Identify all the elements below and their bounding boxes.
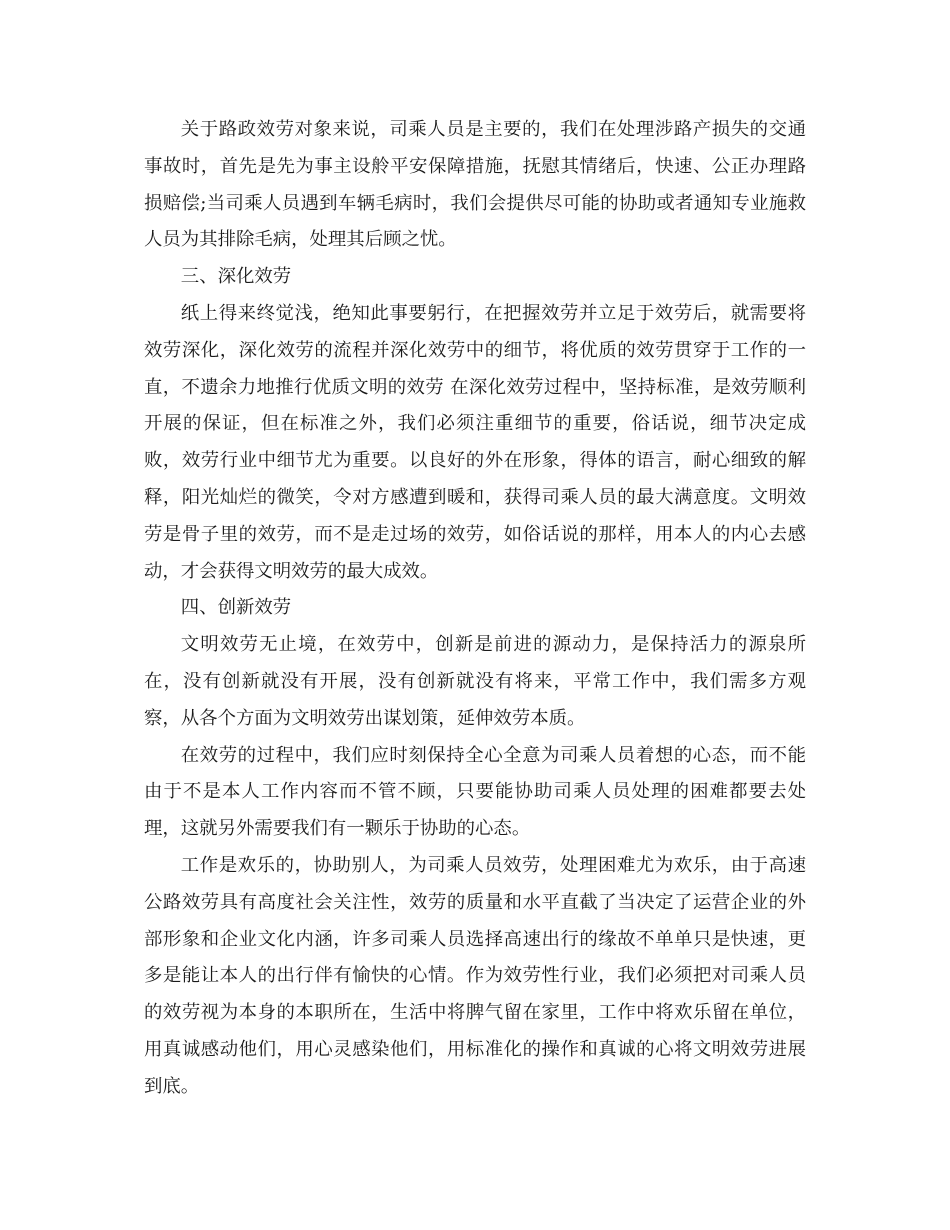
paragraph-attitude: 在效劳的过程中，我们应时刻保持全心全意为司乘人员着想的心态，而不能由于不是本人工作内容而不管不顾，只要能协助司乘人员处理的困难都要去处理，这就另外需要我们有一颗乐于协助的心态。 — [144, 744, 806, 840]
paragraph-happy-work: 工作是欢乐的，协助别人，为司乘人员效劳，处理困难尤为欢乐，由于高速公路效劳具有高度社会关注性，效劳的质量和水平直截了当决定了运营企业的外部形象和企业文化内涵，许多司乘人员选择高速出行的缘故不单单只是快速，更多是能让本人的出行伴有愉快的心情。作为效劳性行业，我们必须把对司乘人员的效劳视为本身的本职所在，生活中将脾气留在家里，工作中将欢乐留在单位，用真诚感动他们，用心灵感染他们，用标准化的操作和真诚的心将文明效劳进展到底。 — [144, 854, 806, 1097]
section-heading-innovate-service: 四、创新效劳 — [180, 597, 292, 619]
document-page — [144, 112, 806, 1106]
section-heading-deepen-service: 三、深化效劳 — [180, 266, 292, 288]
paragraph-road-service: 关于路政效劳对象来说，司乘人员是主要的，我们在处理涉路产损失的交通事故时，首先是先为事主设舲平安保障措施，抚慰其情绪后，快速、公正办理路损赔偿;当司乘人员遇到车辆毛病时，我们会提供尽可能的协助或者通知专业施救人员为其排除毛病，处理其后顾之忧。 — [144, 119, 806, 251]
paragraph-deepen-service: 纸上得来终觉浅，绝知此事要躬行，在把握效劳并立足于效劳后，就需要将效劳深化，深化效劳的流程并深化效劳中的细节，将优质的效劳贯穿于工作的一直，不遗余力地推行优质文明的效劳 在深化效劳过程中，坚持标准，是效劳顺利开展的保证，但在标准之外，我们必须注重细节的重要，俗话说，细节决定成败，效劳行业中细节尤为重要。以良好的外在形象，得体的语言，耐心细致的解释，阳光灿烂的微笑，令对方感遭到暖和，获得司乘人员的最大满意度。文明效劳是骨子里的效劳，而不是走过场的效劳，如俗话说的那样，用本人的内心去感动，才会获得文明效劳的最大成效。 — [144, 302, 806, 582]
paragraph-innovation: 文明效劳无止境，在效劳中，创新是前进的源动力，是保持活力的源泉所在，没有创新就没有开展，没有创新就没有将来，平常工作中，我们需多方观察，从各个方面为文明效劳出谋划策，延伸效劳本质。 — [144, 634, 806, 729]
